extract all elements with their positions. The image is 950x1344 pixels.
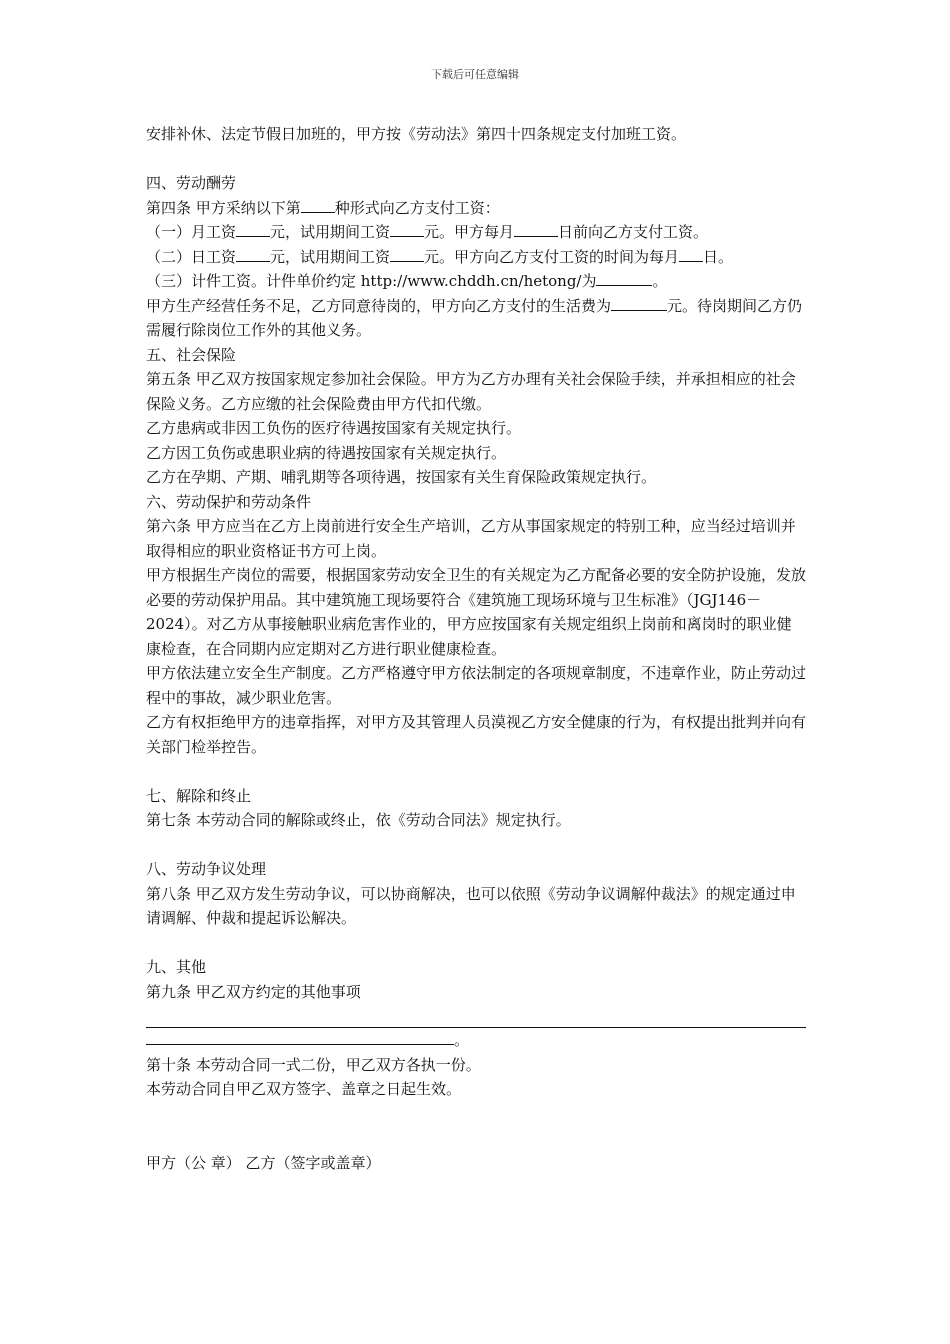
paragraph-overtime: 安排补休、法定节假日加班的，甲方按《劳动法》第四十四条规定支付加班工资。 [146, 125, 687, 143]
text-fragment: 元。甲方向乙方支付工资的时间为每月 [424, 247, 680, 266]
text-fragment: 元，试用期间工资 [270, 223, 391, 241]
page-header: 下载后可任意编辑 [431, 68, 519, 81]
section-4-title: 四、劳动酬劳 [146, 174, 237, 192]
article-6-paragraph: 第六条 甲方应当在乙方上岗前进行安全生产培训，乙方从事国家规定的特别工种，应当经过培训并取得相应的职业资格证书方可上岗。 [146, 517, 796, 560]
spacer [146, 759, 806, 784]
text-fragment: 甲方生产经营任务不足，乙方同意待岗的，甲方向乙方支付的生活费为 [146, 296, 612, 315]
spacer [146, 931, 806, 956]
section-8-title: 八、劳动争议处理 [146, 860, 267, 878]
article-9-paragraph: 第九条 甲乙双方约定的其他事项 [146, 982, 361, 1001]
article-6-paragraph: 甲方依法建立安全生产制度。乙方严格遵守甲方依法制定的各项规章制度，不违章作业，防止劳动过程中的事故，减少职业危害。 [146, 664, 807, 707]
blank-field [679, 247, 703, 262]
text-fragment: 。 [652, 272, 668, 290]
blank-field [390, 222, 424, 237]
section-9-title: 九、其他 [146, 958, 207, 976]
text-fragment: 日前向乙方支付工资。 [558, 223, 709, 241]
section-5-title: 五、社会保险 [146, 345, 237, 364]
text-fragment: （三）计件工资。计件单价约定 http://www.chddh.cn/hetong/为 [146, 272, 597, 290]
text-fragment: （一）月工资 [146, 223, 237, 241]
article-10-paragraph: 第十条 本劳动合同一式二份，甲乙双方各执一份。 [146, 1055, 481, 1074]
article-4-item-2 [146, 245, 806, 270]
article-5-paragraph: 第五条 甲乙双方按国家规定参加社会保险。甲方为乙方办理有关社会保险手续，并承担相应的社会保险义务。乙方应缴的社会保险费由甲方代扣代缴。 [146, 370, 796, 413]
article-5-paragraph: 乙方因工负伤或患职业病的待遇按国家有关规定执行。 [146, 443, 507, 462]
article-9-blank-end [146, 1028, 806, 1053]
spacer [146, 147, 806, 172]
spacer [146, 833, 806, 858]
text-fragment: 元。待岗期间乙方仍需履行除岗位工作外的其他义务。 [146, 296, 803, 339]
article-6-paragraph: 乙方有权拒绝甲方的违章指挥，对甲方及其管理人员漠视乙方安全健康的行为，有权提出批判并向有关部门检举控告。 [146, 713, 807, 756]
text-fragment: 日。 [703, 247, 734, 266]
article-4-item-3 [146, 269, 806, 294]
article-8-paragraph: 第八条 甲乙双方发生劳动争议，可以协商解决，也可以依照《劳动争议调解仲裁法》的规定通过申请调解、仲裁和提起诉讼解决。 [146, 884, 796, 927]
text-fragment: 元。甲方每月 [424, 223, 515, 241]
blank-field [236, 247, 270, 262]
blank-line [146, 1028, 454, 1045]
section-7-title: 七、解除和终止 [146, 786, 252, 805]
text-fragment: 。 [454, 1031, 470, 1049]
article-7-paragraph: 第七条 本劳动合同的解除或终止，依《劳动合同法》规定执行。 [146, 811, 571, 829]
article-5-paragraph: 乙方患病或非因工负伤的医疗待遇按国家有关规定执行。 [146, 419, 522, 437]
blank-field [611, 296, 667, 311]
text-fragment: 种形式向乙方支付工资： [334, 198, 500, 217]
blank-field [596, 271, 652, 286]
blank-field [514, 222, 558, 237]
signature-line: 甲方（公 章） 乙方（签字或盖章） [146, 1153, 381, 1172]
spacer [146, 1102, 806, 1127]
article-4-intro [146, 196, 806, 221]
blank-field [236, 222, 270, 237]
blank-line [146, 1004, 806, 1028]
text-fragment: （二）日工资 [146, 247, 237, 266]
article-4-item-1 [146, 220, 806, 245]
blank-field [301, 198, 335, 213]
spacer [146, 1126, 806, 1151]
article-4-standby [146, 294, 806, 343]
section-6-title: 六、劳动保护和劳动条件 [146, 492, 312, 511]
contract-body [146, 122, 806, 1175]
text-fragment: 元，试用期间工资 [270, 247, 391, 266]
text-fragment: 第四条 甲方采纳以下第 [146, 198, 301, 217]
blank-field [390, 247, 424, 262]
effective-clause: 本劳动合同自甲乙双方签字、盖章之日起生效。 [146, 1080, 462, 1098]
article-5-paragraph: 乙方在孕期、产期、哺乳期等各项待遇，按国家有关生育保险政策规定执行。 [146, 468, 657, 486]
article-6-paragraph: 甲方根据生产岗位的需要，根据国家劳动安全卫生的有关规定为乙方配备必要的安全防护设施，发放必要的劳动保护用品。其中建筑施工现场要符合《建筑施工现场环境与卫生标准》（JGJ146－2024）。对乙方从事接触职业病危害作业的，甲方应按国家有关规定组织上岗前和离岗时的职业健康检查，在合同期内应定期对乙方进行职业健康检查。 [146, 566, 807, 658]
